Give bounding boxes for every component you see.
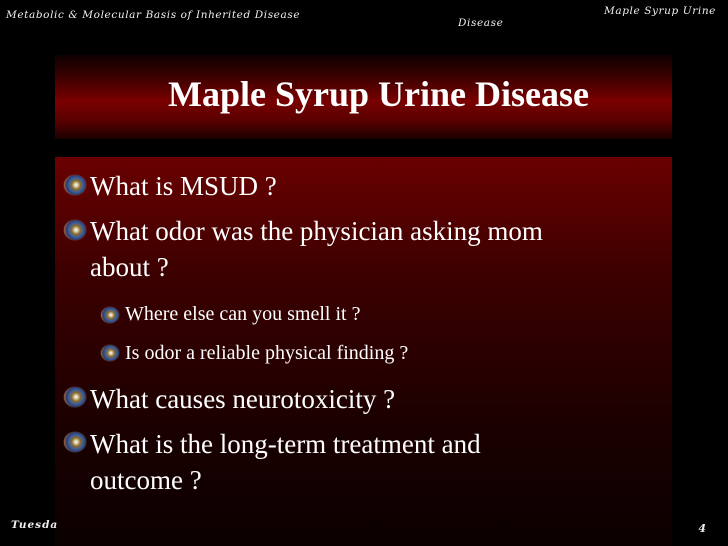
bullet-item: What is MSUD ? <box>90 171 277 201</box>
globe-bullet-icon <box>64 175 86 195</box>
footer-date: Tuesda <box>11 519 59 531</box>
globe-bullet-icon <box>64 387 86 407</box>
bullet-line: about ? <box>90 252 169 282</box>
header-course-title: Metabolic & Molecular Basis of Inherited Disease <box>6 9 301 21</box>
globe-bullet-icon <box>64 220 86 240</box>
sub-bullet-item: Is odor a reliable physical finding ? <box>125 342 409 364</box>
page-number: 4 <box>698 522 706 535</box>
slide-title: Maple Syrup Urine Disease <box>168 74 589 114</box>
bullet-item: What causes neurotoxicity ? <box>90 384 396 414</box>
sub-bullet-item: Where else can you smell it ? <box>125 303 361 325</box>
bullet-line: outcome ? <box>90 465 202 495</box>
bullet-line: What odor was the physician asking mom <box>90 216 543 246</box>
globe-bullet-icon <box>101 307 119 323</box>
globe-bullet-icon <box>64 432 86 452</box>
bullet-item <box>90 426 650 498</box>
bullet-line: What is the long-term treatment and <box>90 429 481 459</box>
bullet-item <box>90 213 650 285</box>
globe-bullet-icon <box>101 345 119 361</box>
header-topic-line1: Maple Syrup Urine <box>603 5 716 17</box>
header-topic-line2: Disease <box>458 17 504 29</box>
